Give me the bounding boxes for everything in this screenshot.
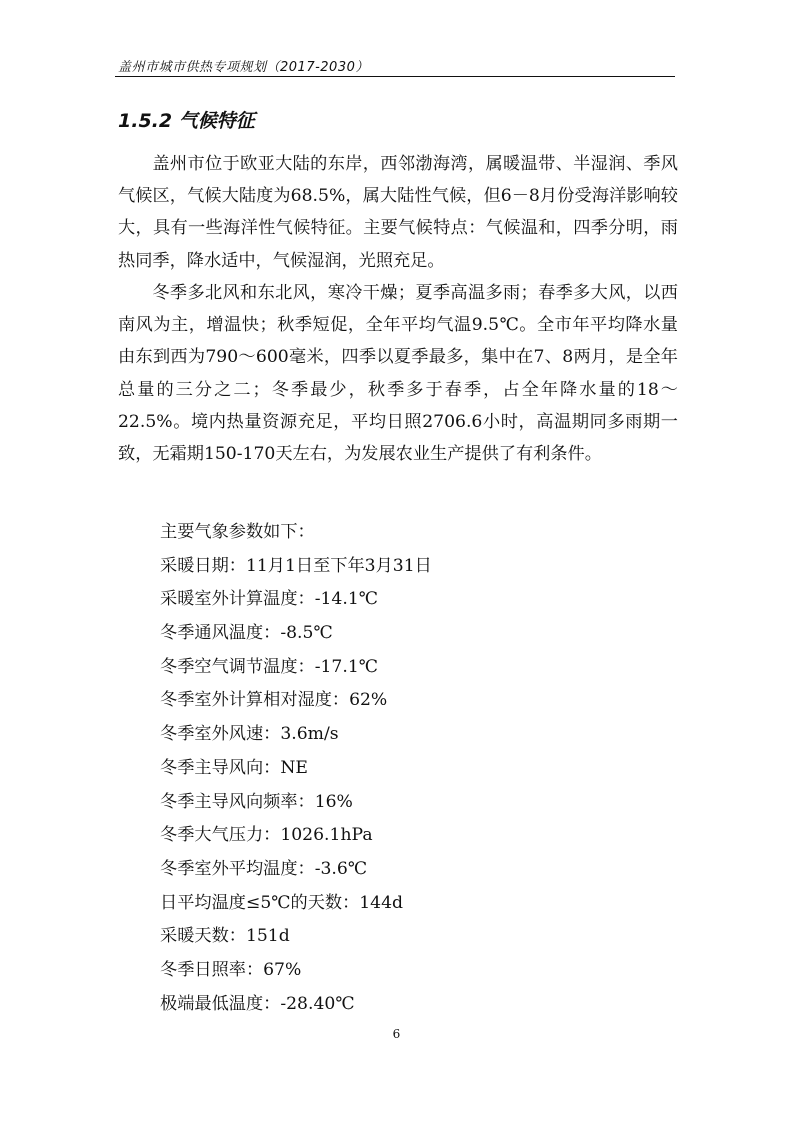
section-heading: 1.5.2 气候特征 <box>118 110 255 132</box>
parameter-list-intro: 主要气象参数如下： <box>160 522 315 542</box>
parameter-item: 极端最低温度：-28.40℃ <box>160 993 355 1014</box>
parameter-item: 冬季室外风速：3.6m/s <box>160 724 339 745</box>
parameter-item: 冬季大气压力：1026.1hPa <box>160 825 373 846</box>
meteorological-parameter-list <box>160 516 432 1021</box>
parameter-item: 日平均温度≤5℃的天数：144d <box>160 892 404 913</box>
parameter-item: 采暖天数：151d <box>160 926 290 947</box>
parameter-item: 冬季日照率：67% <box>160 959 302 980</box>
parameter-item: 冬季主导风向：NE <box>160 757 308 778</box>
parameter-item: 冬季室外平均温度：-3.6℃ <box>160 858 368 879</box>
paragraph-climate-overview: 盖州市位于欧亚大陆的东岸，西邻渤海湾，属暖温带、半湿润、季风气候区，气候大陆度为68.5%，属大陆性气候，但6－8月份受海洋影响较大，具有一些海洋性气候特征。主要气候特点：气候温和，四季分明，雨热同季，降水适中，气候湿润，光照充足。 <box>118 154 678 271</box>
parameter-item: 冬季室外计算相对湿度：62% <box>160 690 388 711</box>
parameter-item: 冬季空气调节温度：-17.1℃ <box>160 656 378 677</box>
parameter-item: 冬季主导风向频率：16% <box>160 791 353 812</box>
header-divider <box>115 76 675 77</box>
parameter-item: 冬季通风温度：-8.5℃ <box>160 623 333 644</box>
document-header-title: 盖州市城市供热专项规划（2017-2030） <box>118 60 369 75</box>
parameter-item: 采暖日期：11月1日至下年3月31日 <box>160 555 432 576</box>
parameter-item: 采暖室外计算温度：-14.1℃ <box>160 589 378 610</box>
paragraph-seasonal-climate: 冬季多北风和东北风，寒冷干燥；夏季高温多雨；春季多大风，以西南风为主，增温快；秋季短促，全年平均气温9.5℃。全市年平均降水量由东到西为790～600毫米，四季以夏季最多，集中在7、8两月，是全年总量的三分之二；冬季最少，秋季多于春季，占全年降水量的18～22.5%。境内热量资源充足，平均日照2706.6小时，高温期同多雨期一致，无霜期150-170天左右，为发展农业生产提供了有利条件。 <box>118 283 678 465</box>
page-number: 6 <box>392 1027 401 1041</box>
